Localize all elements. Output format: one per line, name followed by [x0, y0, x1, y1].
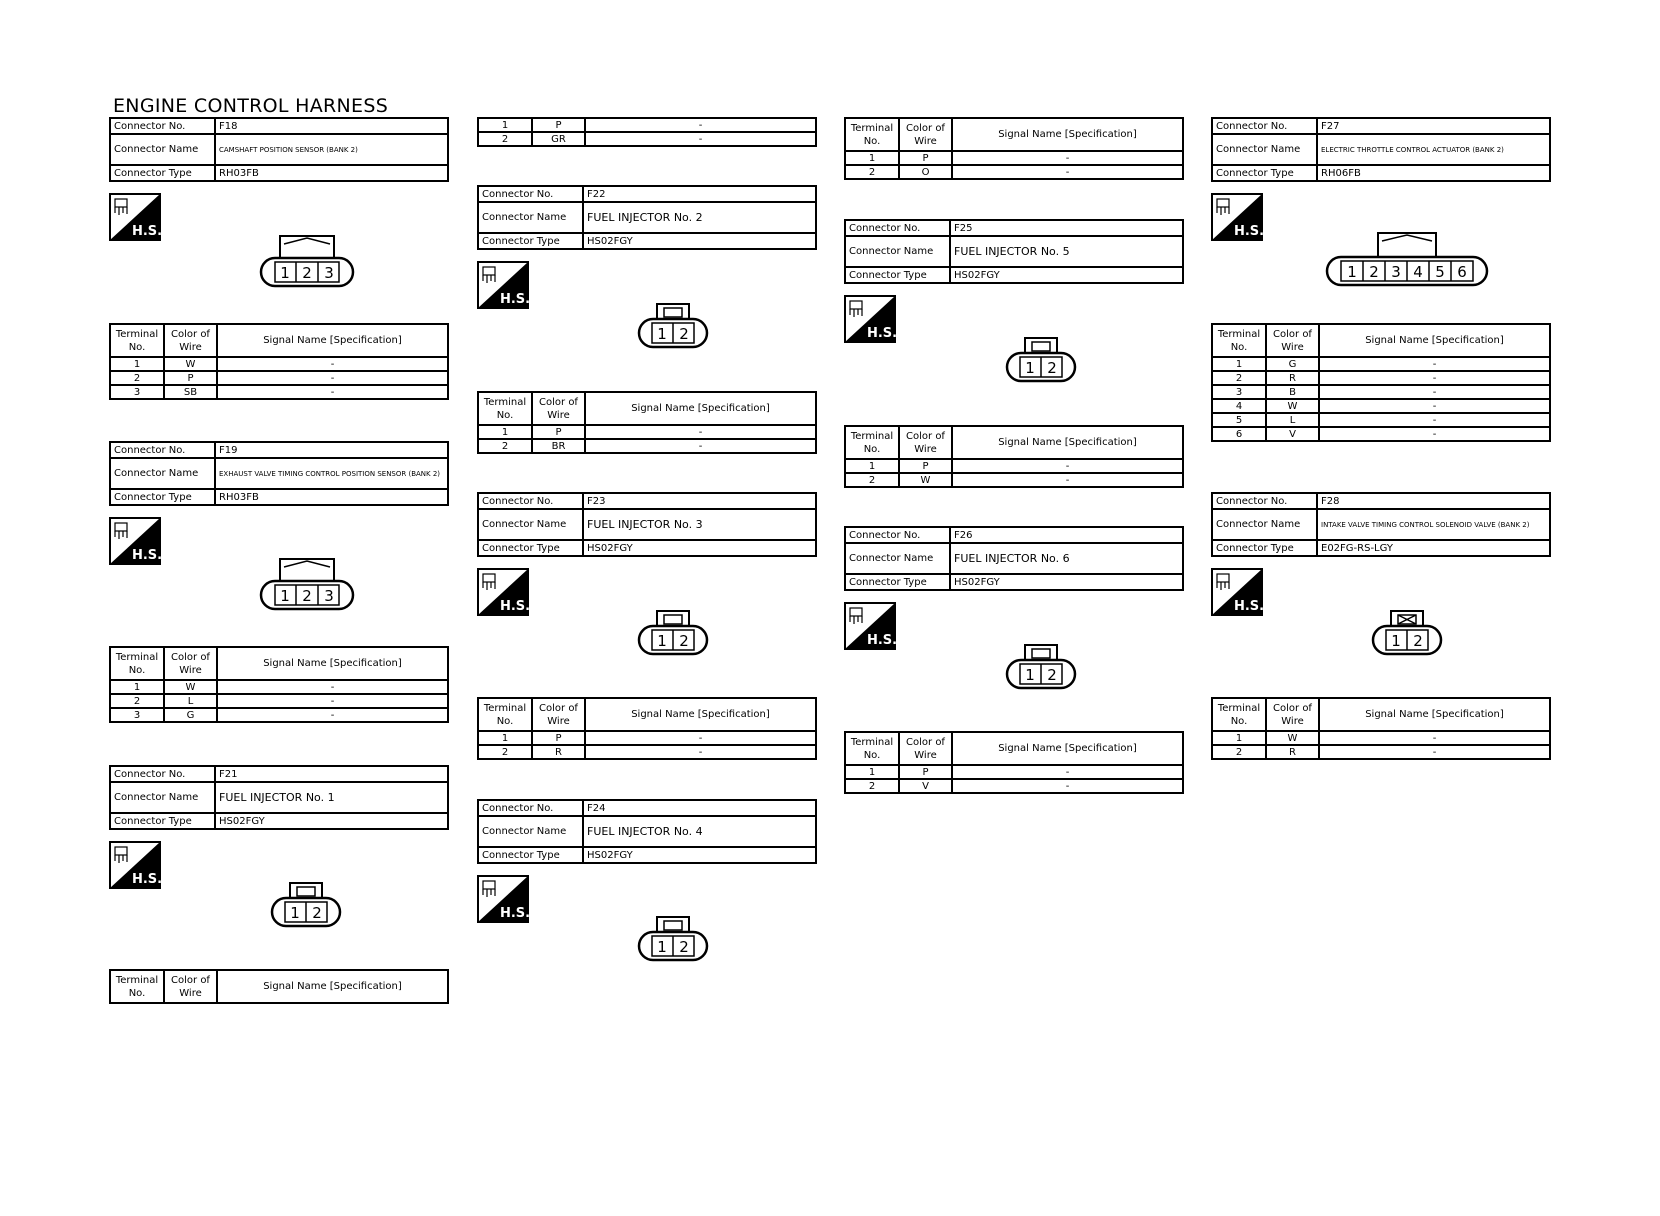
connector-no-value: F24: [583, 800, 816, 816]
table-row: [110, 357, 448, 371]
connector-no-label: Connector No.: [110, 766, 215, 782]
pin-label: 2: [1413, 632, 1423, 650]
terminal-no-header: Terminal No.: [110, 970, 164, 1003]
hs-badge-text: H.S.: [866, 326, 896, 341]
table-row: [110, 680, 448, 694]
wire-color: W: [1266, 731, 1319, 745]
connector-no-value: F26: [950, 527, 1183, 543]
color-of-wire-header: Color of Wire: [164, 970, 217, 1003]
connector-type-label: Connector Type: [1212, 540, 1317, 556]
wire-color: O: [899, 165, 952, 179]
wire-color: W: [899, 473, 952, 487]
terminal-no: 1: [845, 151, 899, 165]
terminal-no-header: Terminal No.: [845, 426, 899, 459]
terminal-no: 2: [478, 439, 532, 453]
connector-no-value: F18: [215, 118, 448, 134]
pin-label: 1: [1025, 359, 1035, 377]
terminal-no-header: Terminal No.: [478, 698, 532, 731]
terminal-no: 1: [845, 459, 899, 473]
pin-label: 1: [657, 325, 667, 343]
wire-color: P: [899, 459, 952, 473]
harness-side-icon: [844, 602, 896, 650]
wire-color: W: [1266, 399, 1319, 413]
signal-name: -: [217, 694, 448, 708]
hs-badge-text: H.S.: [131, 872, 161, 887]
connector-f21-terminals: [477, 117, 817, 147]
pin-label: 1: [1025, 666, 1035, 684]
wire-color: B: [1266, 385, 1319, 399]
color-of-wire-header: Color of Wire: [164, 324, 217, 357]
pin-label: 3: [324, 264, 334, 282]
wire-color: P: [164, 371, 217, 385]
connector-type-value: HS02FGY: [583, 540, 816, 556]
connector-name-value: FUEL INJECTOR No. 4: [583, 816, 816, 847]
connector-f24-terminals: [844, 117, 1184, 180]
wire-color: G: [164, 708, 217, 722]
pin-label: 2: [1369, 263, 1379, 281]
table-row: [1212, 427, 1550, 441]
harness-side-icon: [477, 261, 529, 309]
harness-side-icon: [477, 568, 529, 616]
signal-name: -: [952, 165, 1183, 179]
connector-type-value: E02FG-RS-LGY: [1317, 540, 1550, 556]
wire-color: P: [532, 731, 585, 745]
terminal-no-header: Terminal No.: [845, 732, 899, 765]
signal-name-header: Signal Name [Specification]: [952, 118, 1183, 151]
table-row: [1212, 371, 1550, 385]
signal-name: -: [217, 680, 448, 694]
table-row: [845, 473, 1183, 487]
connector-no-label: Connector No.: [110, 118, 215, 134]
table-row: [1212, 413, 1550, 427]
connector-name-label: Connector Name: [1212, 509, 1317, 540]
connector-type-value: HS02FGY: [583, 847, 816, 863]
connector-f18-info: [109, 117, 449, 182]
terminal-no: 2: [845, 165, 899, 179]
terminal-no: 3: [110, 385, 164, 399]
connector-type-label: Connector Type: [478, 847, 583, 863]
connector-f28-terminals: [1211, 697, 1551, 760]
table-row: [110, 694, 448, 708]
terminal-no: 2: [845, 779, 899, 793]
terminal-no: 2: [1212, 745, 1266, 759]
connector-name-label: Connector Name: [110, 458, 215, 489]
signal-name-header: Signal Name [Specification]: [952, 426, 1183, 459]
pin-label: 1: [1347, 263, 1357, 281]
signal-name: -: [585, 132, 816, 146]
connector-type-label: Connector Type: [110, 489, 215, 505]
harness-side-icon: [109, 193, 161, 241]
table-row: [1212, 385, 1550, 399]
color-of-wire-header: Color of Wire: [899, 426, 952, 459]
connector-name-label: Connector Name: [110, 782, 215, 813]
wire-color: P: [899, 151, 952, 165]
signal-name: -: [217, 357, 448, 371]
connector-name-label: Connector Name: [845, 236, 950, 267]
terminal-no: 5: [1212, 413, 1266, 427]
color-of-wire-header: Color of Wire: [532, 698, 585, 731]
terminal-no: 2: [478, 132, 532, 146]
signal-name: -: [1319, 385, 1550, 399]
connector-f22-info: [477, 185, 817, 250]
terminal-no: 4: [1212, 399, 1266, 413]
connector-f26-info: [844, 526, 1184, 591]
connector-name-label: Connector Name: [478, 816, 583, 847]
table-row: [478, 745, 816, 759]
connector-no-label: Connector No.: [845, 527, 950, 543]
table-row: [478, 425, 816, 439]
terminal-no: 3: [1212, 385, 1266, 399]
terminal-no-header: Terminal No.: [1212, 324, 1266, 357]
signal-name: -: [217, 385, 448, 399]
pin-label: 1: [280, 264, 290, 282]
pin-label: 4: [1413, 263, 1423, 281]
connector-type-label: Connector Type: [110, 813, 215, 829]
terminal-no: 2: [1212, 371, 1266, 385]
connector-f25-face: [1004, 335, 1078, 389]
hs-badge-text: H.S.: [499, 292, 529, 307]
signal-name-header: Signal Name [Specification]: [1319, 698, 1550, 731]
connector-type-value: HS02FGY: [583, 233, 816, 249]
connector-f21-face: [269, 880, 343, 934]
terminal-no: 2: [110, 694, 164, 708]
connector-type-label: Connector Type: [110, 165, 215, 181]
wire-color: R: [1266, 371, 1319, 385]
wire-color: G: [1266, 357, 1319, 371]
terminal-no: 1: [478, 118, 532, 132]
hs-badge-text: H.S.: [131, 224, 161, 239]
table-row: [478, 731, 816, 745]
table-row: [1212, 399, 1550, 413]
connector-f26-face: [1004, 642, 1078, 696]
pin-label: 2: [1047, 666, 1057, 684]
connector-no-value: F21: [215, 766, 448, 782]
connector-type-label: Connector Type: [845, 574, 950, 590]
connector-name-value: EXHAUST VALVE TIMING CONTROL POSITION SENSOR (BANK 2): [215, 458, 448, 489]
signal-name-header: Signal Name [Specification]: [1319, 324, 1550, 357]
pin-label: 1: [280, 587, 290, 605]
connector-f25-terminals: [844, 425, 1184, 488]
terminal-no: 1: [110, 357, 164, 371]
signal-name: -: [217, 371, 448, 385]
pin-label: 2: [679, 632, 689, 650]
connector-f21-terminals-header: [109, 969, 449, 1004]
signal-name: -: [1319, 745, 1550, 759]
table-row: [110, 371, 448, 385]
harness-side-icon: [1211, 568, 1263, 616]
pin-label: 1: [657, 632, 667, 650]
pin-label: 2: [679, 325, 689, 343]
connector-type-label: Connector Type: [478, 233, 583, 249]
signal-name-header: Signal Name [Specification]: [217, 970, 448, 1003]
signal-name: -: [1319, 357, 1550, 371]
pin-label: 5: [1435, 263, 1445, 281]
connector-type-label: Connector Type: [1212, 165, 1317, 181]
signal-name-header: Signal Name [Specification]: [585, 392, 816, 425]
signal-name: -: [585, 425, 816, 439]
pin-label: 2: [679, 938, 689, 956]
signal-name-header: Signal Name [Specification]: [217, 324, 448, 357]
wire-color: SB: [164, 385, 217, 399]
connector-f24-info: [477, 799, 817, 864]
connector-name-value: ELECTRIC THROTTLE CONTROL ACTUATOR (BANK 2): [1317, 134, 1550, 165]
connector-no-value: F22: [583, 186, 816, 202]
signal-name: -: [1319, 399, 1550, 413]
hs-badge-text: H.S.: [1233, 224, 1263, 239]
signal-name: -: [217, 708, 448, 722]
signal-name: -: [952, 765, 1183, 779]
connector-name-value: FUEL INJECTOR No. 3: [583, 509, 816, 540]
connector-name-label: Connector Name: [110, 134, 215, 165]
connector-name-label: Connector Name: [478, 509, 583, 540]
signal-name-header: Signal Name [Specification]: [217, 647, 448, 680]
connector-type-value: HS02FGY: [950, 574, 1183, 590]
connector-no-label: Connector No.: [1212, 118, 1317, 134]
harness-side-icon: [1211, 193, 1263, 241]
pin-label: 3: [1391, 263, 1401, 281]
connector-f19-terminals: [109, 646, 449, 723]
color-of-wire-header: Color of Wire: [899, 118, 952, 151]
wire-color: R: [1266, 745, 1319, 759]
harness-side-icon: [109, 517, 161, 565]
connector-f18-terminals: [109, 323, 449, 400]
hs-badge-text: H.S.: [131, 548, 161, 563]
connector-no-label: Connector No.: [1212, 493, 1317, 509]
connector-f27-terminals: [1211, 323, 1551, 442]
table-row: [1212, 357, 1550, 371]
signal-name-header: Signal Name [Specification]: [585, 698, 816, 731]
connector-no-value: F25: [950, 220, 1183, 236]
connector-f26-terminals: [844, 731, 1184, 794]
color-of-wire-header: Color of Wire: [164, 647, 217, 680]
table-row: [478, 439, 816, 453]
signal-name: -: [952, 473, 1183, 487]
connector-no-value: F19: [215, 442, 448, 458]
connector-name-label: Connector Name: [845, 543, 950, 574]
wire-color: W: [164, 680, 217, 694]
connector-name-label: Connector Name: [478, 202, 583, 233]
connector-type-value: HS02FGY: [950, 267, 1183, 283]
color-of-wire-header: Color of Wire: [899, 732, 952, 765]
connector-f19-face: [258, 553, 356, 615]
connector-name-label: Connector Name: [1212, 134, 1317, 165]
connector-type-value: HS02FGY: [215, 813, 448, 829]
wire-color: V: [1266, 427, 1319, 441]
table-row: [845, 459, 1183, 473]
connector-type-value: RH03FB: [215, 165, 448, 181]
wire-color: L: [164, 694, 217, 708]
connector-f23-info: [477, 492, 817, 557]
connector-no-label: Connector No.: [478, 800, 583, 816]
pin-label: 2: [1047, 359, 1057, 377]
connector-no-value: F27: [1317, 118, 1550, 134]
pin-label: 1: [657, 938, 667, 956]
connector-no-value: F23: [583, 493, 816, 509]
terminal-no-header: Terminal No.: [845, 118, 899, 151]
hs-badge-text: H.S.: [1233, 599, 1263, 614]
terminal-no: 1: [478, 731, 532, 745]
signal-name: -: [1319, 371, 1550, 385]
connector-f22-terminals: [477, 391, 817, 454]
connector-f28-info: [1211, 492, 1551, 557]
table-row: [110, 708, 448, 722]
terminal-no: 1: [110, 680, 164, 694]
wire-color: BR: [532, 439, 585, 453]
connector-no-label: Connector No.: [478, 186, 583, 202]
connector-name-value: FUEL INJECTOR No. 5: [950, 236, 1183, 267]
signal-name: -: [585, 439, 816, 453]
pin-label: 2: [302, 264, 312, 282]
connector-f23-face: [636, 608, 710, 662]
wire-color: GR: [532, 132, 585, 146]
connector-name-value: FUEL INJECTOR No. 6: [950, 543, 1183, 574]
terminal-no: 6: [1212, 427, 1266, 441]
terminal-no: 3: [110, 708, 164, 722]
color-of-wire-header: Color of Wire: [532, 392, 585, 425]
connector-f24-face: [636, 914, 710, 968]
harness-side-icon: [477, 875, 529, 923]
signal-name: -: [1319, 427, 1550, 441]
connector-type-label: Connector Type: [845, 267, 950, 283]
wire-color: P: [899, 765, 952, 779]
table-row: [845, 765, 1183, 779]
table-row: [1212, 731, 1550, 745]
terminal-no: 1: [845, 765, 899, 779]
connector-type-value: RH06FB: [1317, 165, 1550, 181]
wire-color: W: [164, 357, 217, 371]
signal-name: -: [1319, 413, 1550, 427]
connector-f27-info: [1211, 117, 1551, 182]
pin-label: 3: [324, 587, 334, 605]
table-row: [845, 165, 1183, 179]
harness-side-icon: [844, 295, 896, 343]
color-of-wire-header: Color of Wire: [1266, 324, 1319, 357]
connector-name-value: FUEL INJECTOR No. 2: [583, 202, 816, 233]
signal-name: -: [585, 745, 816, 759]
terminal-no: 1: [1212, 357, 1266, 371]
connector-no-label: Connector No.: [845, 220, 950, 236]
terminal-no-header: Terminal No.: [1212, 698, 1266, 731]
table-row: [478, 132, 816, 146]
terminal-no: 2: [110, 371, 164, 385]
wire-color: V: [899, 779, 952, 793]
pin-label: 2: [302, 587, 312, 605]
connector-type-label: Connector Type: [478, 540, 583, 556]
terminal-no: 1: [1212, 731, 1266, 745]
pin-label: 6: [1457, 263, 1467, 281]
connector-no-label: Connector No.: [110, 442, 215, 458]
connector-type-value: RH03FB: [215, 489, 448, 505]
terminal-no: 1: [478, 425, 532, 439]
wire-color: P: [532, 118, 585, 132]
connector-name-value: FUEL INJECTOR No. 1: [215, 782, 448, 813]
connector-f23-terminals: [477, 697, 817, 760]
connector-name-value: CAMSHAFT POSITION SENSOR (BANK 2): [215, 134, 448, 165]
page-title: ENGINE CONTROL HARNESS: [113, 95, 389, 117]
connector-f28-face: [1370, 608, 1444, 662]
terminal-no-header: Terminal No.: [110, 324, 164, 357]
connector-f27-face: [1324, 227, 1490, 291]
table-row: [1212, 745, 1550, 759]
signal-name: -: [585, 118, 816, 132]
connector-f19-info: [109, 441, 449, 506]
signal-name-header: Signal Name [Specification]: [952, 732, 1183, 765]
signal-name: -: [952, 151, 1183, 165]
signal-name: -: [952, 459, 1183, 473]
hs-badge-text: H.S.: [499, 599, 529, 614]
connector-no-value: F28: [1317, 493, 1550, 509]
table-row: [478, 118, 816, 132]
connector-no-label: Connector No.: [478, 493, 583, 509]
color-of-wire-header: Color of Wire: [1266, 698, 1319, 731]
wire-color: R: [532, 745, 585, 759]
wire-color: L: [1266, 413, 1319, 427]
table-row: [845, 151, 1183, 165]
terminal-no: 2: [845, 473, 899, 487]
terminal-no-header: Terminal No.: [110, 647, 164, 680]
connector-f18-face: [258, 230, 356, 292]
signal-name: -: [952, 779, 1183, 793]
connector-f25-info: [844, 219, 1184, 284]
table-row: [110, 385, 448, 399]
hs-badge-text: H.S.: [499, 906, 529, 921]
connector-name-value: INTAKE VALVE TIMING CONTROL SOLENOID VALVE (BANK 2): [1317, 509, 1550, 540]
table-row: [845, 779, 1183, 793]
wire-color: P: [532, 425, 585, 439]
connector-f21-info: [109, 765, 449, 830]
signal-name: -: [1319, 731, 1550, 745]
terminal-no-header: Terminal No.: [478, 392, 532, 425]
signal-name: -: [585, 731, 816, 745]
pin-label: 1: [1391, 632, 1401, 650]
hs-badge-text: H.S.: [866, 633, 896, 648]
terminal-no: 2: [478, 745, 532, 759]
pin-label: 2: [312, 904, 322, 922]
pin-label: 1: [290, 904, 300, 922]
harness-side-icon: [109, 841, 161, 889]
connector-f22-face: [636, 301, 710, 355]
